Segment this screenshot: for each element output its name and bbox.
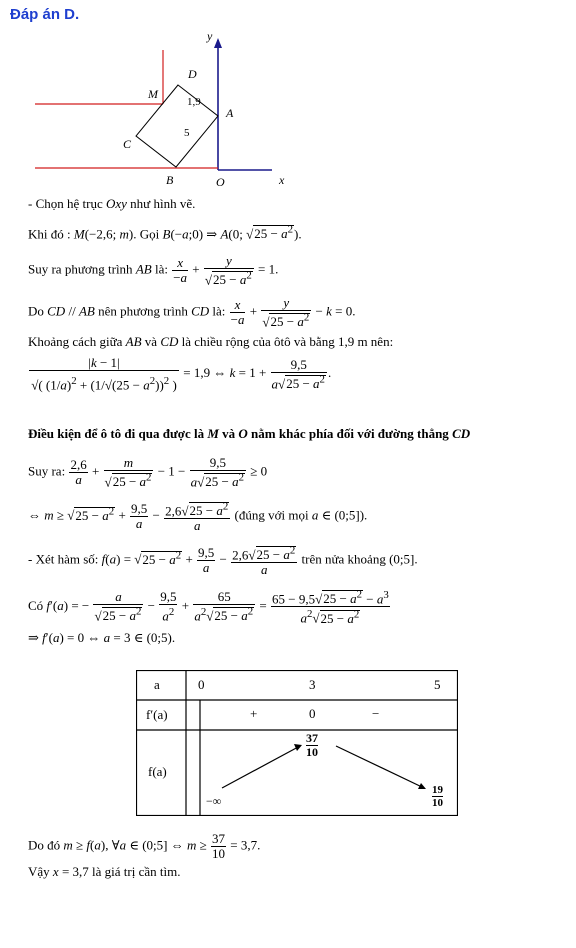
f-start: −∞ <box>206 794 222 808</box>
f-end: 19 10 <box>432 784 443 809</box>
label-A: A <box>226 106 234 120</box>
answer-heading: Đáp án D. <box>10 6 80 23</box>
line-distance: Khoảng cách giữa AB và CD là chiều rộng của ôtô và bằng 1,9 m nên: <box>28 334 394 349</box>
line-critical-point: ⇒ f′(a) = 0 ⇔ a = 3 ∈ (0;5). <box>28 630 176 645</box>
sign-minus: − <box>372 706 380 721</box>
label-D: D <box>188 67 197 81</box>
line-m-bound: ⇔ $m \ge √25 - a^2$ + $\frac{9,5}{a}$ − $\frac{2,6√25 - a^2}{a}$ (đúng với mọi a ∈ (0;5]). <box>28 501 368 534</box>
row-label-derivative: f′(a) <box>146 707 168 722</box>
line-equation-AB: Suy ra phương trình AB là: $\frac{x}{-a}$ + $\frac{y}{√25 - a^2}$ = 1. <box>28 253 279 288</box>
label-length: 5 <box>184 127 190 139</box>
sign-zero: 0 <box>309 706 316 721</box>
variation-table <box>136 670 458 816</box>
decreasing-arrow <box>336 746 424 788</box>
line-distance-formula: $\frac{|k - 1|}{√( (1/a)^2 + (1/√(25 - a^2))^2 )}$ = 1,9 ⇔ k = 1 + $\frac{9,5}{a√25 - a^2}$ . <box>28 356 331 392</box>
label-M: M <box>148 87 158 101</box>
line-final-answer: Vậy x = 3,7 là giá trị cần tìm. <box>28 864 181 879</box>
line-inequality: Suy ra: $\frac{2,6}{a}$ + $\frac{m}{√25 - a^2}$ − 1 − $\frac{9,5}{a√25 - a^2}$ ≥ 0 <box>28 455 268 490</box>
a-value-3: 3 <box>309 677 316 692</box>
line-conclusion-m: Do đó m ≥ f(a), ∀a ∈ (0;5] ⇔ m ≥ $\frac{37}{10}$ = 3,7. <box>28 831 261 861</box>
label-B: B <box>166 173 174 187</box>
a-value-0: 0 <box>198 677 205 692</box>
line-condition: Điều kiện để ô tô đi qua được là M và O nằm khác phía đối với đường thẳng CD <box>28 426 471 441</box>
y-arrow-icon <box>214 38 222 48</box>
line-function: - Xét hàm số: $f(a) = √25 - a^2$ + $\frac{9,5}{a}$ − $\frac{2,6√25 - a^2}{a}$ trên nửa khoảng (0;5]. <box>28 545 418 578</box>
line-equation-CD: Do CD // AB nên phương trình CD là: $\frac{x}{-a}$ + $\frac{y}{√25 - a^2}$ − k = 0. <box>28 295 356 330</box>
arrow-head-icon <box>294 744 302 751</box>
a-value-5: 5 <box>434 677 441 692</box>
label-O: O <box>216 175 225 189</box>
line-choose-axes: - Chọn hệ trục Oxy như hình vẽ. <box>28 196 196 211</box>
label-x: x <box>279 173 285 187</box>
label-y: y <box>207 29 213 43</box>
f-max: 37 10 <box>306 731 318 759</box>
row-label-a: a <box>154 677 160 692</box>
label-C: C <box>123 137 132 151</box>
line-derivative: Có f′(a) = − $\frac{a}{√25 - a^2}$ − $\frac{9,5}{a^2}$ + $\frac{65}{a^2√25 - a^2}$ = $\frac{65 - 9,5√25 - a^2 - a^3}{a^2√25 - a^2}$ <box>28 589 389 626</box>
line-coordinates: Khi đó : M(−2,6; m). Gọi B(−a;0) ⇒ A(0; $√25 - a^2$). <box>28 224 302 242</box>
increasing-arrow <box>222 746 300 788</box>
row-label-f: f(a) <box>148 764 167 779</box>
sign-plus: + <box>250 706 258 721</box>
label-width: 1,9 <box>187 96 201 108</box>
